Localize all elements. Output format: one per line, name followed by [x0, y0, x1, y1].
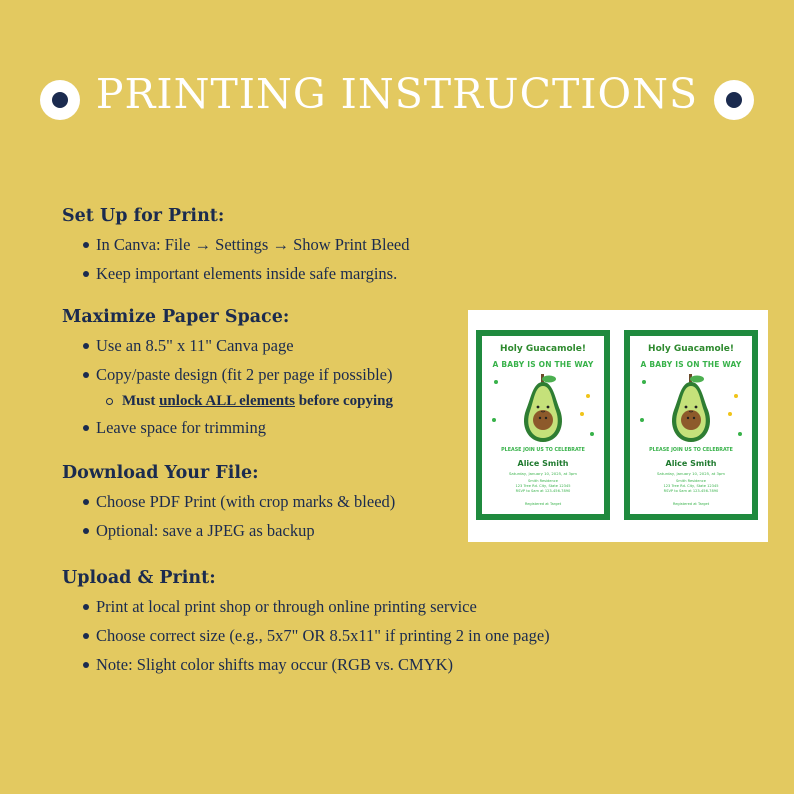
- list-item: Keep important elements inside safe margins.: [62, 259, 410, 288]
- list-item: Use an 8.5" x 11" Canva page: [62, 331, 393, 360]
- card-name: Alice Smith: [665, 459, 717, 468]
- bullet-list: [62, 230, 410, 288]
- confetti-dot: [738, 432, 742, 436]
- rsvp-line: RSVP to Sam at 123-456-7890: [515, 489, 571, 493]
- card-date: Saturday, January 10, 2025, at 3pm: [657, 471, 725, 476]
- sub-item-text: Must: [122, 393, 160, 409]
- section-heading: Maximize Paper Space:: [62, 307, 290, 327]
- list-item: Leave space for trimming: [62, 413, 393, 442]
- avocado-icon: [504, 372, 582, 448]
- card-registry: Registered at Target: [524, 502, 562, 506]
- card-address: [482, 479, 604, 494]
- section-heading: Set Up for Print:: [62, 206, 225, 226]
- confetti-dot: [590, 432, 594, 436]
- section-heading: Upload & Print:: [62, 568, 216, 588]
- circle-bullet-icon: [714, 80, 754, 120]
- page-title: PRINTING INSTRUCTIONS: [95, 70, 699, 118]
- confetti-dot: [734, 394, 738, 398]
- list-item: Print at local print shop or through online printing service: [62, 592, 550, 621]
- avocado-icon: [652, 372, 730, 448]
- card-registry: Registered at Target: [672, 502, 710, 506]
- card-address: [630, 479, 752, 494]
- sub-item-text: before copying: [294, 393, 394, 409]
- rsvp-line: RSVP to Sam at 123-456-7890: [663, 489, 719, 493]
- card-content: [630, 336, 752, 514]
- section-maximize: [62, 303, 393, 442]
- confetti-dot: [642, 380, 646, 384]
- bullet-list: [62, 331, 393, 442]
- section-upload: [62, 564, 550, 679]
- bullet-list: [62, 592, 550, 679]
- card-title: Holy Guacamole!: [648, 344, 734, 354]
- invitation-preview-image: [468, 310, 768, 542]
- card-subtitle: A BABY IS ON THE WAY: [492, 360, 594, 369]
- list-item: Optional: save a JPEG as backup: [62, 516, 395, 545]
- confetti-dot: [640, 418, 644, 422]
- address-line: 123 Tree Rd. City, State 12345: [515, 484, 571, 488]
- bullet-list: [62, 487, 395, 545]
- confetti-dot: [728, 412, 732, 416]
- circle-bullet-icon: [40, 80, 80, 120]
- address-line: 123 Tree Rd. City, State 12345: [663, 484, 719, 488]
- list-item: In Canva: File → Settings → Show Print Bleed: [62, 230, 410, 259]
- invitation-card: [476, 330, 610, 520]
- address-line: Smith Residence: [528, 479, 558, 483]
- list-item: Note: Slight color shifts may occur (RGB vs. CMYK): [62, 650, 550, 679]
- title-row: [0, 64, 794, 134]
- confetti-dot: [494, 380, 498, 384]
- confetti-dot: [580, 412, 584, 416]
- list-item: Choose PDF Print (with crop marks & bleed): [62, 487, 395, 516]
- sub-item-underlined: unlock ALL elements: [159, 393, 295, 409]
- list-item: Copy/paste design (fit 2 per page if possible): [62, 360, 393, 389]
- card-join-text: PLEASE JOIN US TO CELEBRATE: [649, 448, 733, 453]
- confetti-dot: [492, 418, 496, 422]
- section-setup: [62, 202, 410, 288]
- section-download: [62, 459, 395, 545]
- card-subtitle: A BABY IS ON THE WAY: [640, 360, 742, 369]
- card-join-text: PLEASE JOIN US TO CELEBRATE: [501, 448, 585, 453]
- list-item: Choose correct size (e.g., 5x7" OR 8.5x11" if printing 2 in one page): [62, 621, 550, 650]
- card-date: Saturday, January 10, 2025, at 3pm: [509, 471, 577, 476]
- card-name: Alice Smith: [517, 459, 569, 468]
- sub-list-item: [62, 389, 393, 413]
- invitation-card: [624, 330, 758, 520]
- card-title: Holy Guacamole!: [500, 344, 586, 354]
- section-heading: Download Your File:: [62, 463, 259, 483]
- card-content: [482, 336, 604, 514]
- confetti-dot: [586, 394, 590, 398]
- address-line: Smith Residence: [676, 479, 706, 483]
